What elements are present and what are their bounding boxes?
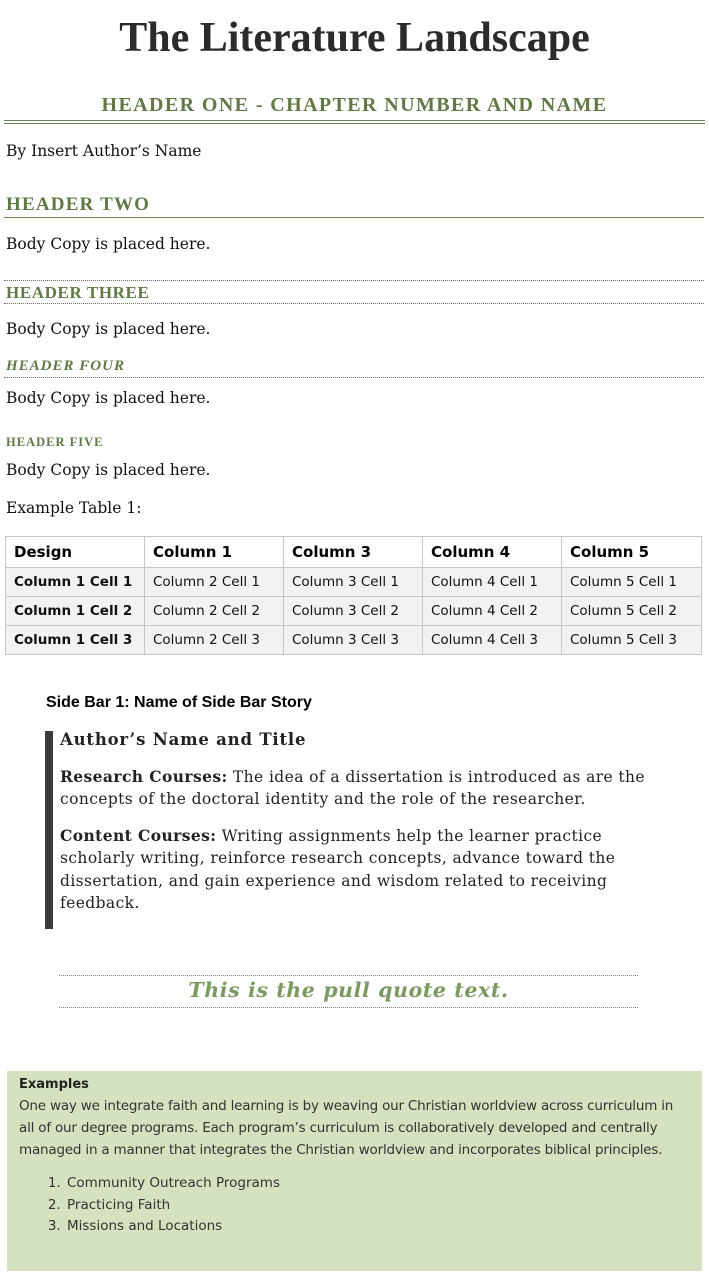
header-four: HEADER FOUR [6,358,125,374]
table-cell: Column 3 Cell 1 [284,568,423,597]
examples-title: Examples [19,1077,89,1092]
sidebar-author: Author’s Name and Title [60,730,307,749]
table-row [6,626,702,655]
column-header: Column 1 [145,537,284,568]
examples-text: One way we integrate faith and learning is by weaving our Christian worldview across curriculum in all of our degree programs. Each program’s curriculum is collaboratively developed and centrally managed in a manner that integrates the Christian worldview and incorporates biblical principles. [19,1098,674,1158]
column-header: Column 3 [284,537,423,568]
pull-quote: This is the pull quote text. [188,978,509,1002]
examples-list [19,1173,690,1238]
paragraph-lead: Content Courses: [60,825,217,845]
table-cell: Column 2 Cell 1 [145,568,284,597]
pull-quote-bottom-rule [59,1007,638,1008]
paragraph-text: Writing assignments help the learner practice scholarly writing, reinforce research concepts, advance toward the dissertation, and gain experience and wisdom related to receiving feedback. [60,826,616,912]
table-cell: Column 1 Cell 2 [6,597,145,626]
examples-box [7,1071,702,1271]
header-four-rule [4,377,704,378]
paragraph-text: The idea of a dissertation is introduced as are the concepts of the doctoral identity and the role of the researcher. [60,767,646,808]
column-header: Column 5 [562,537,702,568]
table-cell: Column 3 Cell 3 [284,626,423,655]
table-row [6,568,702,597]
body-copy-4: Body Copy is placed here. [6,461,211,479]
table-cell: Column 4 Cell 2 [423,597,562,626]
header-five: HEADER FIVE [6,435,104,449]
header-three: HEADER THREE [6,283,150,302]
table-header-row [6,537,702,568]
header-three-top-rule [4,280,704,281]
column-header: Design [6,537,145,568]
column-header: Column 4 [423,537,562,568]
header-two-rule [4,217,704,218]
table-cell: Column 3 Cell 2 [284,597,423,626]
sidebar-paragraph [60,766,650,811]
table-cell: Column 1 Cell 3 [6,626,145,655]
table-cell: Column 1 Cell 1 [6,568,145,597]
table-cell: Column 4 Cell 3 [423,626,562,655]
table-cell: Column 5 Cell 2 [562,597,702,626]
author-byline: By Insert Author’s Name [6,142,202,160]
table-cell: Column 5 Cell 1 [562,568,702,597]
header-three-bottom-rule [4,303,704,304]
table-cell: Column 2 Cell 3 [145,626,284,655]
pull-quote-top-rule [59,975,638,976]
list-item: 3. Missions and Locations [65,1216,690,1238]
body-copy-2: Body Copy is placed here. [6,320,211,338]
table-cell: Column 4 Cell 1 [423,568,562,597]
header-one-double-rule [4,120,705,124]
table-row [6,597,702,626]
sidebar-title: Side Bar 1: Name of Side Bar Story [46,694,312,711]
body-copy-3: Body Copy is placed here. [6,389,211,407]
sidebar-accent-bar [45,731,53,929]
table-cell: Column 5 Cell 3 [562,626,702,655]
paragraph-lead: Research Courses: [60,766,228,786]
list-item: 1. Community Outreach Programs [65,1173,690,1195]
sidebar-paragraph [60,825,650,915]
header-one: HEADER ONE - CHAPTER NUMBER AND NAME [101,94,608,116]
header-two: HEADER TWO [6,194,151,215]
sidebar-story [60,729,650,929]
example-table [5,536,702,655]
list-item: 2. Practicing Faith [65,1195,690,1217]
document-title: The Literature Landscape [119,15,590,61]
table-cell: Column 2 Cell 2 [145,597,284,626]
body-copy-1: Body Copy is placed here. [6,235,211,253]
table-caption: Example Table 1: [6,499,142,517]
